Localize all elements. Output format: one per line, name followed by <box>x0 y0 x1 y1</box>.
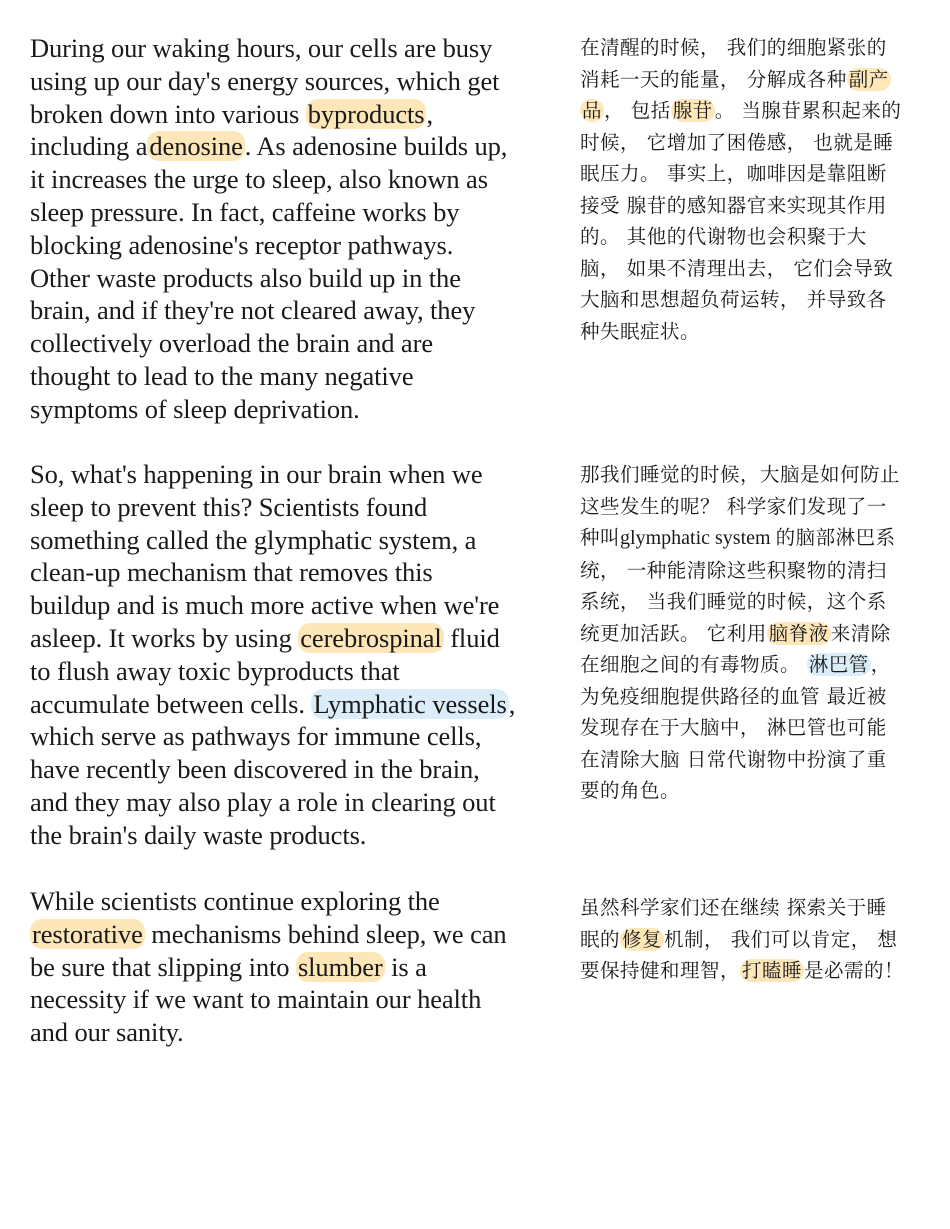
text-line: it increases the urge to sleep, also known as <box>30 164 488 195</box>
text-run: broken down into various <box>30 98 306 129</box>
text-line: which serve as pathways for immune cells, <box>30 721 482 752</box>
text-line <box>580 522 925 555</box>
text-run: , <box>426 98 434 129</box>
highlighted-term-byproducts-zh: 副产 <box>848 67 889 91</box>
text-run: 来清除 <box>830 621 891 645</box>
text-line <box>580 955 925 987</box>
text-line: thought to lead to the many negative <box>30 360 414 391</box>
text-run: be sure that slipping into <box>30 951 296 982</box>
text-run: 是必需的！ <box>804 959 905 982</box>
text-line <box>30 918 555 951</box>
text-line: brain, and if they're not cleared away, they <box>30 295 476 326</box>
text-run: 的脑部淋巴系 <box>775 526 896 549</box>
text-line <box>30 688 555 721</box>
text-line: 那我们睡觉的时候，大脑是如何防止 <box>580 463 901 486</box>
text-line: blocking adenosine's receptor pathways. <box>30 229 454 260</box>
text-line: 的。 其他的代谢物也会积聚于大 <box>580 225 867 248</box>
text-line: 脑， 如果不清理出去， 它们会导致 <box>580 256 894 280</box>
text-line: to flush away toxic byproducts that <box>30 655 400 686</box>
text-run: accumulate between cells. <box>30 688 312 719</box>
text-line: 在清除大脑 日常代谢物中扮演了重 <box>580 747 887 771</box>
text-line: 这些发生的呢？ 科学家们发现了一 <box>580 494 887 518</box>
highlighted-term-cerebrospinal-zh: 脑脊液 <box>768 621 829 645</box>
chinese-paragraph-3 <box>580 892 925 987</box>
text-run: 在细胞之间的有毒物质。 <box>580 653 807 676</box>
text-line: 眠压力。 事实上，咖啡因是靠阻断 <box>580 162 887 185</box>
text-line: 为免疫细胞提供路径的血管 最近被 <box>580 684 887 708</box>
highlighted-term-cerebrospinal: cerebrospinal <box>300 622 442 653</box>
highlighted-term-adenosine: denosine <box>149 131 243 162</box>
text-line: 种失眠症状。 <box>580 319 701 343</box>
highlighted-term-byproducts-zh-cont: 品 <box>582 99 603 122</box>
text-run: . As adenosine builds up, <box>244 131 508 162</box>
text-line <box>30 98 555 131</box>
text-line: and they may also play a role in clearing out <box>30 786 496 817</box>
text-line: sleep to prevent this? Scientists found <box>30 491 428 522</box>
highlighted-term-byproducts: byproducts <box>307 98 425 129</box>
text-line <box>30 622 555 655</box>
text-line <box>580 649 925 681</box>
text-run: ， 包括 <box>604 99 671 122</box>
text-run: ， <box>870 653 891 676</box>
highlighted-term-restorative: restorative <box>32 918 143 949</box>
text-line: 在清醒的时候， 我们的细胞紧张的 <box>580 36 887 59</box>
text-run: 。 当腺苷累积起来的 <box>714 99 902 122</box>
text-run: is a <box>384 951 427 982</box>
text-run: 消耗一天的能量， 分解成各种 <box>580 67 847 91</box>
text-line: 系统， 当我们睡觉的时候，这个系 <box>580 590 887 613</box>
text-line: sleep pressure. In fact, caffeine works by <box>30 196 460 227</box>
text-line <box>30 130 555 163</box>
highlighted-term-slumber-zh: 打瞌睡 <box>742 959 803 982</box>
text-line: necessity if we want to maintain our health <box>30 984 482 1015</box>
highlighted-term-adenosine-zh: 腺苷 <box>672 99 713 122</box>
text-line: While scientists continue exploring the <box>30 886 440 916</box>
text-run: 统更加活跃。 它利用 <box>580 621 767 645</box>
text-line <box>30 951 555 984</box>
text-run: fluid <box>443 622 500 653</box>
text-run: mechanisms behind sleep, we can <box>144 918 507 949</box>
text-line <box>580 618 925 650</box>
text-run: 种叫 <box>580 526 621 549</box>
text-run: 机制， 我们可以肯定， 想 <box>664 927 898 951</box>
text-line: 要的角色。 <box>580 779 681 802</box>
text-run: , <box>508 688 516 719</box>
text-line: collectively overload the brain and are <box>30 328 433 359</box>
text-line: 时候， 它增加了困倦感， 也就是睡 <box>580 130 894 154</box>
text-line: 接受 腺苷的感知器官来实现其作用 <box>580 193 887 217</box>
english-paragraph-3 <box>30 885 555 1049</box>
highlighted-term-restorative-zh: 修复 <box>622 927 663 951</box>
text-line <box>580 924 925 956</box>
text-line: have recently been discovered in the brain, <box>30 754 480 785</box>
text-line: and our sanity. <box>30 1017 184 1048</box>
chinese-paragraph-1 <box>580 32 925 347</box>
text-line <box>580 95 925 127</box>
text-line: symptoms of sleep deprivation. <box>30 393 360 424</box>
text-line: using up our day's energy sources, which get <box>30 65 500 96</box>
text-line: 发现存在于大脑中， 淋巴管也可能 <box>580 716 887 739</box>
text-line: clean-up mechanism that removes this <box>30 557 433 588</box>
text-line: So, what's happening in our brain when we <box>30 459 483 489</box>
english-paragraph-1 <box>30 32 555 426</box>
english-paragraph-2 <box>30 458 555 852</box>
text-run: asleep. It works by using <box>30 622 299 653</box>
text-line: During our waking hours, our cells are busy <box>30 33 493 63</box>
text-run: 要保持健和理智， <box>580 959 741 982</box>
chinese-paragraph-2 <box>580 459 925 807</box>
text-line: 虽然科学家们还在继续 探索关于睡 <box>580 896 887 919</box>
text-line <box>580 64 925 96</box>
highlighted-term-slumber: slumber <box>297 951 383 982</box>
text-line: 大脑和思想超负荷运转， 并导致各 <box>580 288 887 311</box>
text-line: 统， 一种能清除这些积聚物的清扫 <box>580 558 887 582</box>
highlighted-term-lymphatic-vessels: Lymphatic vessels <box>313 688 507 719</box>
highlighted-term-lymphatic-zh: 淋巴管 <box>808 653 869 676</box>
text-line: something called the glymphatic system, a <box>30 524 477 555</box>
text-run-latin: glymphatic system <box>620 527 776 549</box>
text-line: the brain's daily waste products. <box>30 819 367 850</box>
text-run: including a <box>30 131 148 162</box>
text-run: 眠的 <box>580 927 621 951</box>
text-line: Other waste products also build up in the <box>30 262 461 293</box>
text-line: buildup and is much more active when we're <box>30 590 500 621</box>
